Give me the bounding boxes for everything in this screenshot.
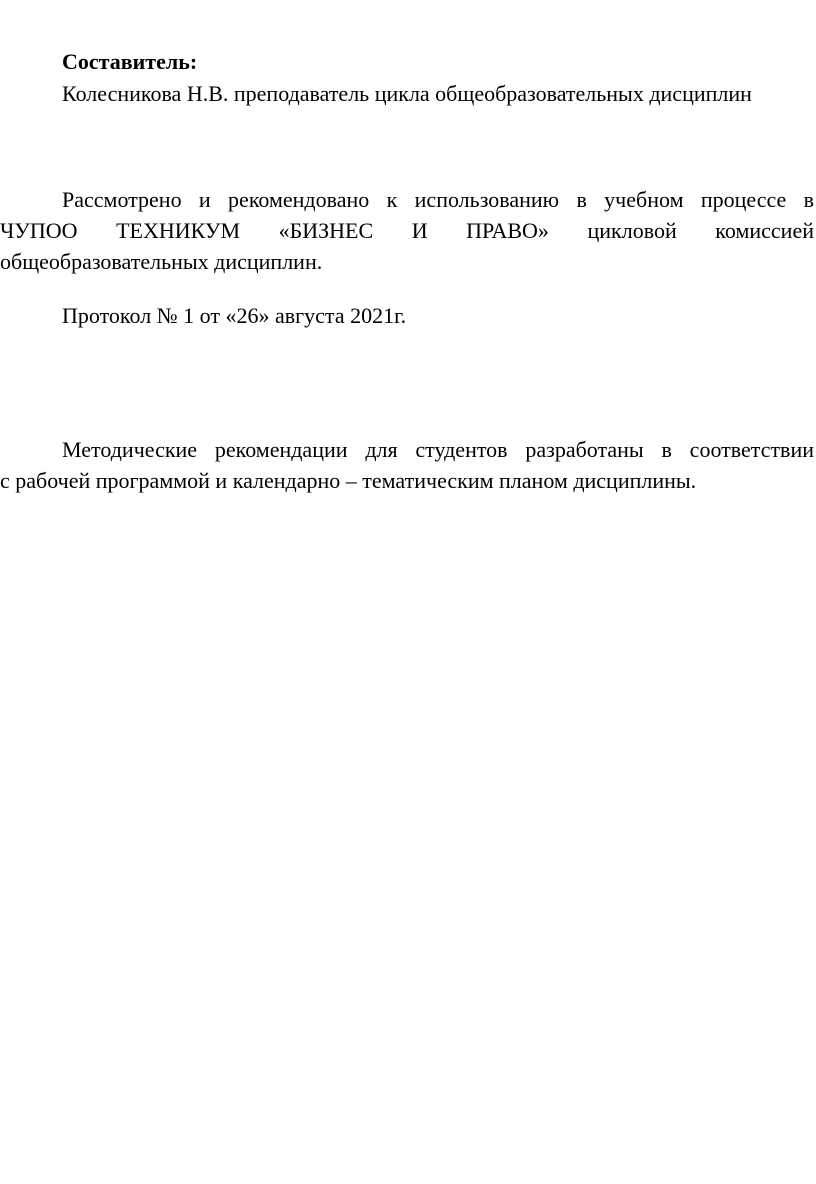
compiler-text: Колесникова Н.В. преподаватель цикла общеобразовательных дисциплин <box>62 81 752 106</box>
guidelines-line-2: с рабочей программой и календарно – тематическим планом дисциплины. <box>0 468 697 493</box>
approval-line-2: ЧУПОО ТЕХНИКУМ «БИЗНЕС И ПРАВО» цикловой комиссией <box>0 218 814 243</box>
approval-line-1: Рассмотрено и рекомендовано к использованию в учебном процессе в <box>62 187 814 212</box>
protocol-text: Протокол № 1 от «26» августа 2021г. <box>62 303 407 328</box>
compiler-heading: Составитель: <box>62 49 198 74</box>
approval-line-3: общеобразовательных дисциплин. <box>0 249 323 274</box>
guidelines-line-1: Методические рекомендации для студентов разработаны в соответствии <box>62 437 814 462</box>
